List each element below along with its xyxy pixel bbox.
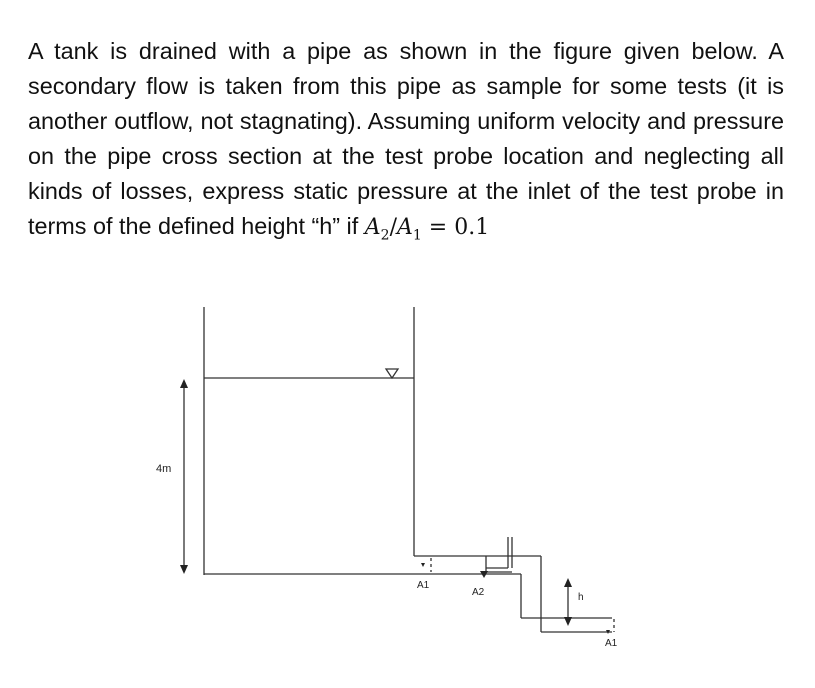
a1-tank-arrow-icon [421, 563, 425, 567]
free-surface-icon [386, 369, 398, 378]
problem-text: A tank is drained with a pipe as shown in the figure given below. A secondary flow is taken from this pipe as sample for some tests (it is another outflow, not stagnating). Assuming uniform velocity and pressure on the pipe cross section at the test probe location and neglecting all kinds of losses, express static pressure at the inlet of the test probe in terms of the defined height “h” if [28, 38, 784, 239]
h-label: h [578, 592, 584, 603]
h-arrow-down-icon [564, 617, 572, 626]
a1-tank-label: A1 [417, 580, 430, 591]
arrow-up-icon [180, 379, 188, 388]
area-ratio-equation: $A_2/A_1 = 0.1$ [364, 215, 490, 244]
a2-label: A2 [472, 587, 485, 598]
h-arrow-up-icon [564, 578, 572, 587]
arrow-down-icon [180, 565, 188, 574]
height-label: 4m [156, 463, 172, 475]
a1-outlet-label: A1 [605, 638, 618, 649]
